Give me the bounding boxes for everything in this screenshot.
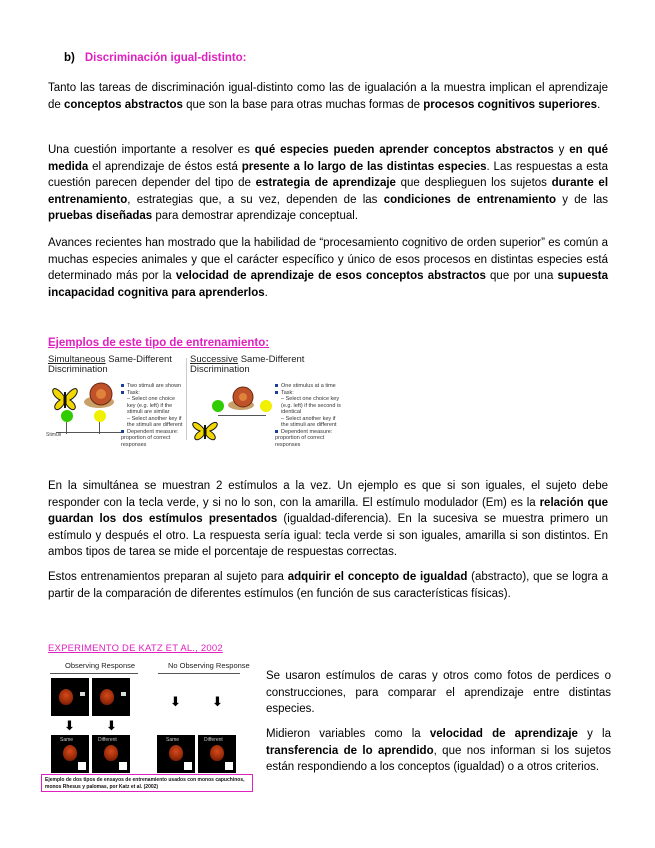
no-observing-label: No Observing Response bbox=[168, 661, 250, 670]
face-icon bbox=[59, 689, 73, 705]
face-icon bbox=[63, 745, 77, 761]
choice-box-same: Same bbox=[51, 735, 89, 773]
observing-label: Observing Response bbox=[65, 661, 136, 670]
choice-box-same-2: Same bbox=[157, 735, 195, 773]
response-square bbox=[119, 762, 127, 770]
response-square bbox=[78, 762, 86, 770]
simultaneous-bullets: Two stimuli are shown Task: – Select one choice key (e.g. left) if the stimuli are similar – Select another key if the stimuli are different Dependent measure: proportion of correct responses bbox=[121, 383, 183, 448]
simultaneous-panel bbox=[48, 355, 172, 375]
snail-stimulus-icon bbox=[83, 378, 117, 412]
section-title: Discriminación igual-distinto: bbox=[84, 52, 247, 64]
down-arrow-icon: ⬇ bbox=[170, 694, 181, 709]
em-label: Stimuli bbox=[46, 432, 62, 438]
choice-box-different: Different bbox=[92, 735, 130, 773]
observing-underline bbox=[50, 673, 138, 674]
simultaneous-heading: Simultaneous Same-Different Discrimination bbox=[48, 354, 172, 375]
butterfly-stimulus-icon-2 bbox=[190, 417, 220, 443]
green-key-icon-2 bbox=[212, 400, 224, 412]
paragraph-4: En la simultánea se muestran 2 estímulos a la vez. Un ejemplo es que si son iguales, el sujeto debe responder con la tecla verde, y si no lo son, con la amarilla. El estímulo modulador (Em) es la relación que guardan los dos estímulos presentados (igualdad-diferencia). En la sucesiva se muestra primero un estímulo y después el otro. La respuesta sería igual: tecla verde si son iguales, amarilla si son distintos. En ambos tipos de tarea se mide el porcentaje de respuestas correctas. bbox=[48, 480, 608, 558]
no-observing-underline bbox=[158, 673, 240, 674]
snail-stimulus-icon-2 bbox=[227, 383, 257, 413]
down-arrow-icon: ⬇ bbox=[64, 718, 75, 733]
face-icon bbox=[104, 745, 118, 761]
stimulus-box bbox=[92, 678, 130, 716]
face-icon bbox=[100, 689, 114, 705]
green-key-icon bbox=[61, 410, 73, 422]
paragraph-2: Una cuestión importante a resolver es qué especies pueden aprender conceptos abstractos y en qué medida el aprendizaje de éstos está presente a lo largo de las distintas especies. Las respuestas a esta cuestión parecen depender del tipo de estrategia de aprendizaje que desplieguen los sujetos durante el entrenamiento, estrategias que, a su vez, dependen de las condiciones de entrenamiento y de las pruebas diseñadas para demostrar aprendizaje conceptual. bbox=[48, 144, 609, 222]
yellow-key-icon bbox=[94, 410, 106, 422]
section-heading bbox=[64, 52, 247, 64]
down-arrow-icon: ⬇ bbox=[212, 694, 223, 709]
side-paragraph-1: Se usaron estímulos de caras y otros como fotos de perdices o construcciones, para comparar el aprendizaje entre distintas especies. bbox=[266, 670, 611, 715]
choice-box-different-2: Different bbox=[198, 735, 236, 773]
figure-caption: Ejemplo de dos tipos de ensayos de entrenamiento usados con monos capuchinos, monos Rhesus y palomas, por Katz et al. (2002) bbox=[41, 774, 253, 792]
side-paragraph-2: Midieron variables como la velocidad de aprendizaje y la transferencia de lo aprendido, que nos informan si los sujetos están respondiendo a los conceptos (igualdad) o a otros criterios. bbox=[266, 728, 612, 773]
successive-panel bbox=[190, 355, 304, 375]
stimulus-box bbox=[51, 678, 89, 716]
figure-divider bbox=[186, 358, 187, 440]
face-icon bbox=[210, 745, 224, 761]
em-tick-left bbox=[66, 422, 67, 434]
paragraph-5: Estos entrenamientos preparan al sujeto para adquirir el concepto de igualdad (abstracto), que se logra a partir de la comparación de diferentes estímulos (en función de sus características físicas). bbox=[48, 571, 609, 600]
section-letter: b) bbox=[64, 52, 75, 64]
paragraph-3: Avances recientes han mostrado que la habilidad de “procesamiento cognitivo de orden superior” es común a muchas especies animales y que el carácter específico y único de esos procesos en distintas especies está determinado más por la velocidad de aprendizaje de esos conceptos abstractos que por una supuesta incapacidad cognitiva para aprenderlos. bbox=[48, 237, 609, 299]
successive-bullets: One stimulus at a time Task: – Select one choice key (e.g. left) if the second is identical – Select another key if the stimuli are different Dependent measure: proportion of correct responses bbox=[275, 383, 341, 448]
response-square bbox=[184, 762, 192, 770]
down-arrow-icon: ⬇ bbox=[106, 718, 117, 733]
katz-title: EXPERIMENTO DE KATZ ET AL., 2002 bbox=[48, 643, 223, 654]
face-icon bbox=[169, 745, 183, 761]
paragraph-1: Tanto las tareas de discriminación igual-distinto como las de igualación a la muestra implican el aprendizaje de conceptos abstractos que son la base para otras muchas formas de procesos cognitivos superiores. bbox=[48, 82, 608, 111]
examples-title: Ejemplos de este tipo de entrenamiento: bbox=[48, 337, 270, 349]
succ-line bbox=[218, 415, 266, 416]
em-tick-right bbox=[99, 422, 100, 434]
yellow-key-icon-2 bbox=[260, 400, 272, 412]
response-square bbox=[225, 762, 233, 770]
successive-heading: Successive Same-Different Discrimination bbox=[190, 354, 305, 375]
